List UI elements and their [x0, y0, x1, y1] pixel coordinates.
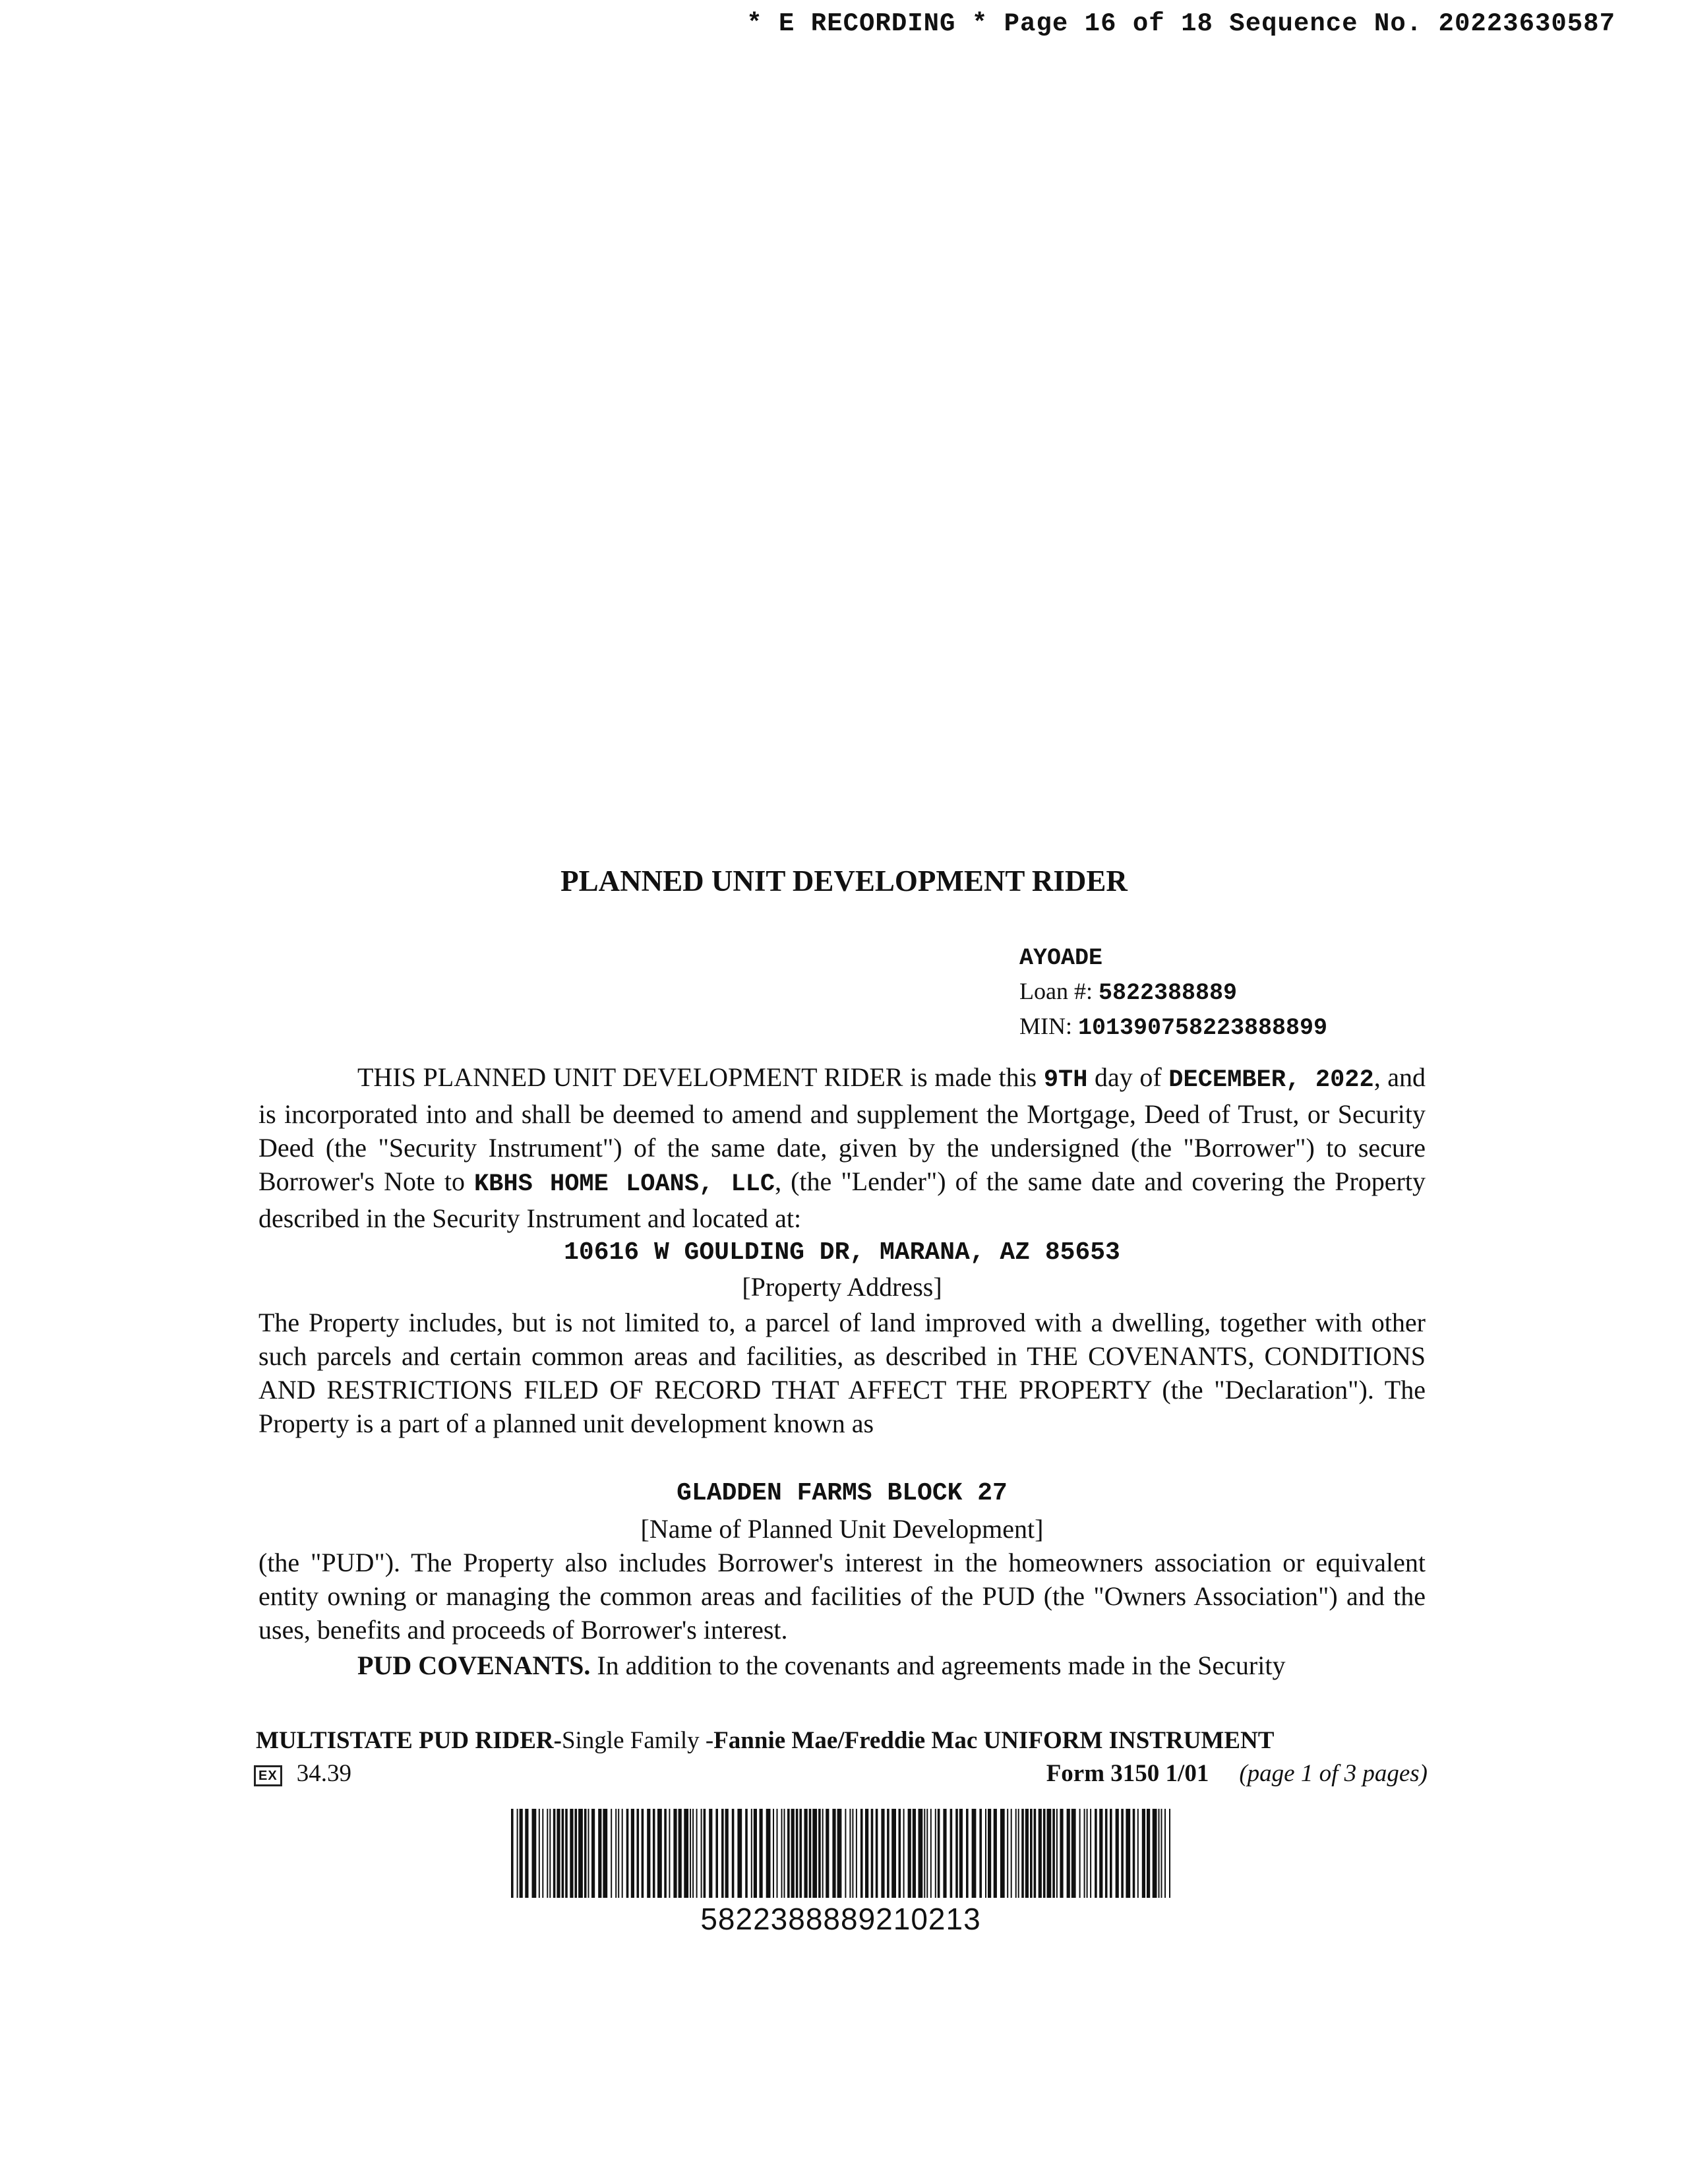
barcode-bar: [751, 1809, 752, 1898]
barcode-bar: [539, 1809, 540, 1898]
rider-month-year: DECEMBER, 2022: [1168, 1066, 1374, 1094]
barcode: [511, 1809, 1170, 1898]
covenants-text: In addition to the covenants and agreements made in the Security: [597, 1651, 1286, 1680]
barcode-bar: [1011, 1809, 1012, 1898]
barcode-bar: [631, 1809, 634, 1898]
barcode-bar: [642, 1809, 644, 1898]
barcode-bar: [760, 1809, 763, 1898]
barcode-bar: [647, 1809, 650, 1898]
barcode-bar: [1079, 1809, 1081, 1898]
barcode-bar: [1039, 1809, 1042, 1898]
barcode-bar: [1047, 1809, 1052, 1898]
barcode-bar: [1121, 1809, 1124, 1898]
barcode-bar: [865, 1809, 868, 1898]
barcode-bar: [615, 1809, 617, 1898]
barcode-bar: [926, 1809, 928, 1898]
barcode-bar: [938, 1809, 940, 1898]
barcode-bar: [673, 1809, 677, 1898]
barcode-bar: [653, 1809, 655, 1898]
barcode-bar: [777, 1809, 778, 1898]
barcode-bar: [745, 1809, 748, 1898]
borrower-block: [1019, 942, 1327, 1045]
barcode-bar: [1126, 1809, 1130, 1898]
barcode-bar: [822, 1809, 824, 1898]
barcode-bar: [1147, 1809, 1150, 1898]
min-label: MIN:: [1019, 1013, 1072, 1039]
barcode-bar: [553, 1809, 556, 1898]
barcode-bar: [799, 1809, 802, 1898]
barcode-bar: [919, 1809, 923, 1898]
barcode-bar: [657, 1809, 662, 1898]
intro-text-c: , and is incorporated into and shall be deemed to amend and supplement the Mortgage, Deed of Trust, or Security Deed (the "Security Instrument") of the same date, given by the undersigned (the "Borrower") to secure Borrower's Note to: [258, 1062, 1426, 1196]
barcode-bar: [1116, 1809, 1119, 1898]
barcode-bar: [966, 1809, 969, 1898]
barcode-bar: [1161, 1809, 1162, 1898]
barcode-bar: [985, 1809, 986, 1898]
barcode-bar: [737, 1809, 742, 1898]
barcode-bar: [549, 1809, 551, 1898]
barcode-bar: [1060, 1809, 1063, 1898]
barcode-bar: [1052, 1809, 1055, 1898]
barcode-bar: [1133, 1809, 1135, 1898]
barcode-bar: [721, 1809, 724, 1898]
pud-name: GLADDEN FARMS BLOCK 27: [677, 1479, 1008, 1507]
barcode-bar: [1095, 1809, 1097, 1898]
barcode-bar: [1110, 1809, 1112, 1898]
barcode-bar: [1164, 1809, 1166, 1898]
loan-number: 5822388889: [1098, 980, 1238, 1006]
barcode-bar: [1099, 1809, 1102, 1898]
barcode-bar: [584, 1809, 587, 1898]
barcode-bar: [542, 1809, 543, 1898]
barcode-bar: [618, 1809, 619, 1898]
property-address: 10616 W GOULDING DR, MARANA, AZ 85653: [564, 1238, 1120, 1267]
barcode-bar: [725, 1809, 729, 1898]
form-version: 34.39: [296, 1760, 351, 1787]
barcode-bar: [611, 1809, 612, 1898]
recording-header: * E RECORDING * Page 16 of 18 Sequence No. 20223630587: [746, 9, 1615, 38]
barcode-bar: [704, 1809, 706, 1898]
barcode-bar: [837, 1809, 842, 1898]
barcode-bar: [784, 1809, 785, 1898]
barcode-bar: [709, 1809, 712, 1898]
barcode-bar: [565, 1809, 568, 1898]
property-address-caption: [Property Address]: [742, 1272, 942, 1302]
barcode-bar: [994, 1809, 997, 1898]
barcode-bar: [1018, 1809, 1019, 1898]
barcode-bar: [520, 1809, 523, 1898]
document-title: PLANNED UNIT DEVELOPMENT RIDER: [560, 864, 1128, 897]
barcode-bar: [908, 1809, 911, 1898]
barcode-bar: [852, 1809, 853, 1898]
barcode-number: 5822388889210213: [700, 1902, 981, 1936]
barcode-bar: [637, 1809, 640, 1898]
min-number: 101390758223888899: [1078, 1015, 1328, 1041]
barcode-bar: [899, 1809, 901, 1898]
barcode-bar: [732, 1809, 735, 1898]
barcode-bar: [809, 1809, 812, 1898]
barcode-bar: [1030, 1809, 1033, 1898]
barcode-bar: [603, 1809, 607, 1898]
barcode-bar: [701, 1809, 702, 1898]
form-title-b: Single Family -: [561, 1727, 714, 1754]
barcode-bar: [832, 1809, 835, 1898]
loan-label: Loan #:: [1019, 978, 1093, 1004]
barcode-bar: [781, 1809, 783, 1898]
barcode-bar: [1056, 1809, 1058, 1898]
barcode-bar: [684, 1809, 688, 1898]
barcode-bar: [988, 1809, 991, 1898]
barcode-bar: [856, 1809, 857, 1898]
barcode-bar: [1021, 1809, 1024, 1898]
barcode-bar: [1090, 1809, 1091, 1898]
barcode-bar: [826, 1809, 829, 1898]
barcode-bar: [924, 1809, 925, 1898]
intro-text-d: , (the "Lender") of the same date and covering the Property described in the Security Instrument and located at:: [258, 1167, 1426, 1233]
barcode-bar: [1025, 1809, 1029, 1898]
barcode-bar: [972, 1809, 977, 1898]
barcode-bar: [669, 1809, 670, 1898]
barcode-bar: [525, 1809, 528, 1898]
barcode-bar: [517, 1809, 518, 1898]
barcode-bar: [1159, 1809, 1160, 1898]
barcode-bar: [943, 1809, 946, 1898]
borrower-name: AYOADE: [1019, 945, 1103, 971]
form-title-a: MULTISTATE PUD RIDER-: [256, 1727, 562, 1754]
page-info: (page 1 of 3 pages): [1239, 1760, 1428, 1787]
barcode-bar: [562, 1809, 564, 1898]
intro-text-b: day of: [1095, 1062, 1162, 1092]
barcode-bar: [935, 1809, 936, 1898]
loan-number-line: [1019, 975, 1327, 1010]
barcode-bar: [845, 1809, 846, 1898]
barcode-bar: [913, 1809, 916, 1898]
min-line: [1019, 1010, 1327, 1045]
barcode-bar: [871, 1809, 874, 1898]
form-info-line: [254, 1759, 1428, 1788]
barcode-bar: [930, 1809, 932, 1898]
barcode-bar: [1087, 1809, 1088, 1898]
ellie-mae-logo-icon: EX: [254, 1765, 282, 1786]
covenants-paragraph: [258, 1649, 1426, 1682]
barcode-bar: [787, 1809, 790, 1898]
barcode-bar: [690, 1809, 691, 1898]
barcode-bar: [1007, 1809, 1008, 1898]
barcode-bar: [979, 1809, 982, 1898]
barcode-bar: [959, 1809, 963, 1898]
barcode-bar: [1169, 1809, 1170, 1898]
barcode-bar: [766, 1809, 771, 1898]
covenants-heading: PUD COVENANTS.: [357, 1651, 591, 1680]
barcode-bar: [692, 1809, 694, 1898]
barcode-bar: [1142, 1809, 1145, 1898]
barcode-bar: [955, 1809, 958, 1898]
barcode-bar: [849, 1809, 851, 1898]
barcode-bar: [891, 1809, 896, 1898]
barcode-bar: [1015, 1809, 1017, 1898]
barcode-bar: [588, 1809, 589, 1898]
barcode-bar: [773, 1809, 774, 1898]
barcode-bar: [678, 1809, 682, 1898]
barcode-bar: [1084, 1809, 1085, 1898]
barcode-bar: [818, 1809, 821, 1898]
lender-name: KBHS HOME LOANS, LLC: [473, 1170, 775, 1198]
barcode-bar: [887, 1809, 889, 1898]
barcode-bar: [881, 1809, 884, 1898]
barcode-bar: [796, 1809, 799, 1898]
barcode-bar: [591, 1809, 595, 1898]
form-title-c: Fannie Mae/Freddie Mac UNIFORM INSTRUMENT: [713, 1727, 1275, 1754]
barcode-bar: [715, 1809, 718, 1898]
barcode-bar: [696, 1809, 698, 1898]
barcode-bar: [578, 1809, 583, 1898]
barcode-bar: [1000, 1809, 1005, 1898]
barcode-bar: [532, 1809, 537, 1898]
pud-paragraph: (the "PUD"). The Property also includes Borrower's interest in the homeowners association or equivalent entity owning or managing the common areas and facilities of the PUD (the "Owners Association") and the uses, benefits and proceeds of Borrower's interest.: [258, 1548, 1426, 1645]
barcode-bar: [1071, 1809, 1076, 1898]
barcode-bar: [812, 1809, 817, 1898]
barcode-bar: [754, 1809, 757, 1898]
barcode-bar: [557, 1809, 560, 1898]
property-paragraph: The Property includes, but is not limited to, a parcel of land improved with a dwelling, together with other such parcels and certain common areas and facilities, as described in THE COVENANTS, CONDITIONS AND RESTRICTIONS FILED OF RECORD THAT AFFECT THE PROPERTY (the "Declaration"). The Property is a part of a planned unit development known as: [258, 1308, 1426, 1438]
form-number-block: [1046, 1759, 1428, 1788]
intro-paragraph: [258, 1060, 1426, 1235]
form-number: Form 3150 1/01: [1046, 1760, 1209, 1787]
pud-name-caption: [Name of Planned Unit Development]: [640, 1514, 1044, 1544]
barcode-bar: [903, 1809, 905, 1898]
form-title: [256, 1726, 1274, 1755]
barcode-bar: [804, 1809, 808, 1898]
barcode-bar: [598, 1809, 601, 1898]
barcode-bar: [876, 1809, 878, 1898]
barcode-bar: [1067, 1809, 1070, 1898]
rider-day: 9TH: [1043, 1066, 1088, 1094]
barcode-bar: [570, 1809, 573, 1898]
barcode-bar: [547, 1809, 548, 1898]
intro-text-a: THIS PLANNED UNIT DEVELOPMENT RIDER is made this: [357, 1062, 1037, 1092]
barcode-bar: [1137, 1809, 1139, 1898]
barcode-bar: [1153, 1809, 1157, 1898]
barcode-bar: [664, 1809, 667, 1898]
barcode-bar: [1105, 1809, 1108, 1898]
barcode-bar: [950, 1809, 953, 1898]
barcode-bar: [1034, 1809, 1037, 1898]
barcode-bar: [791, 1809, 795, 1898]
barcode-bar: [626, 1809, 629, 1898]
barcode-bar: [1043, 1809, 1046, 1898]
barcode-bar: [575, 1809, 578, 1898]
barcode-bar: [860, 1809, 863, 1898]
barcode-bar: [622, 1809, 623, 1898]
barcode-bar: [511, 1809, 514, 1898]
